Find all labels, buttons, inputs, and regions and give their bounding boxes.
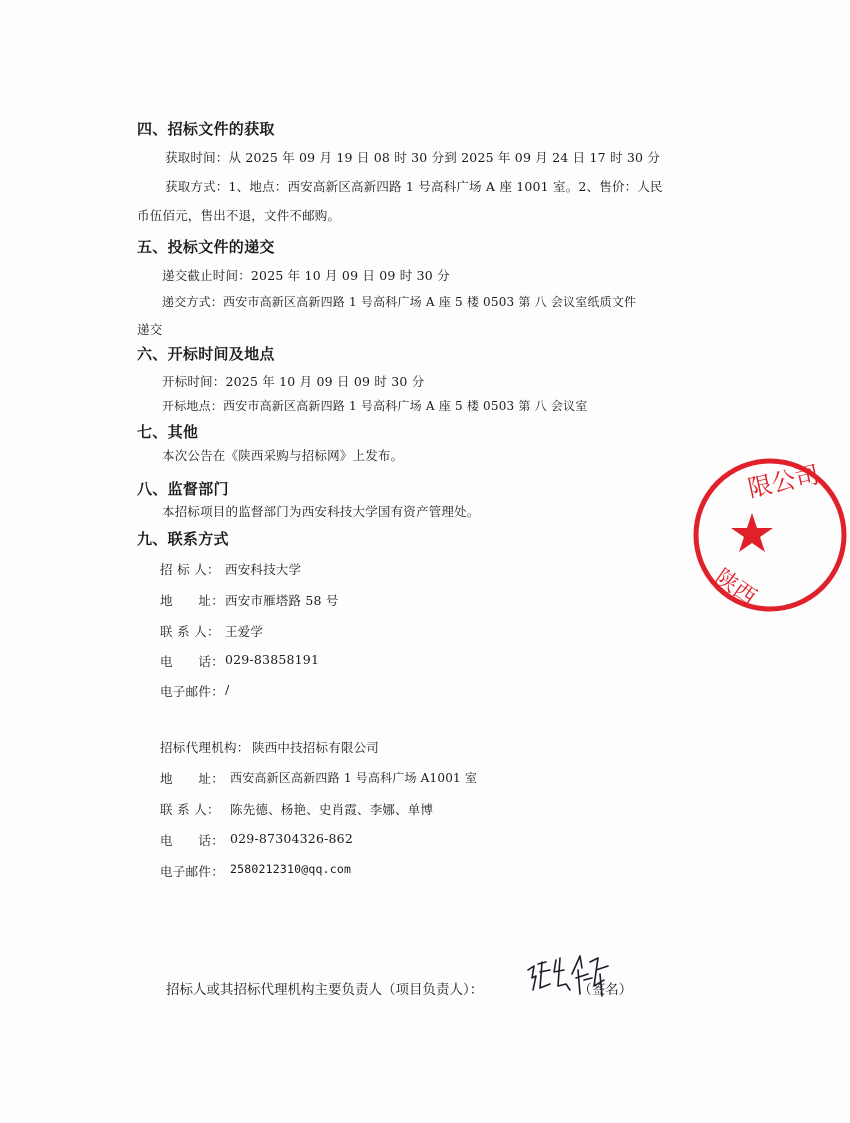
agency-address-value: 西安高新区高新四路 1 号高科广场 A1001 室 <box>230 771 478 785</box>
svg-text:限公司: 限公司 <box>745 460 822 503</box>
agency-email-label: 电子邮件： <box>160 864 225 879</box>
agency-phone-value: 029-87304326-862 <box>230 831 353 846</box>
section-4-line-3: 币伍佰元，售出不退，文件不邮购。 <box>137 208 341 223</box>
handwritten-signature <box>520 950 615 1005</box>
section-4-heading: 四、招标文件的获取 <box>137 120 275 138</box>
section-5-line-3: 递交 <box>137 322 163 337</box>
tenderer-value: 西安科技大学 <box>225 562 302 577</box>
section-4-line-2: 获取方式：1、地点：西安高新区高新四路 1 号高科广场 A 座 1001 室。2、售价：人民 <box>165 179 663 194</box>
section-8-line-1: 本招标项目的监督部门为西安科技大学国有资产管理处。 <box>162 504 480 519</box>
agency-address-label: 地 址： <box>160 771 225 786</box>
svg-text:陕西: 陕西 <box>710 564 761 611</box>
company-seal <box>690 455 850 615</box>
tenderer-phone-value: 029-83858191 <box>225 652 320 667</box>
section-6-line-1: 开标时间：2025 年 10 月 09 日 09 时 30 分 <box>162 374 425 389</box>
tenderer-phone-label: 电 话： <box>160 654 225 669</box>
tenderer-label: 招 标 人： <box>160 562 220 577</box>
tenderer-contact-label: 联 系 人： <box>160 624 220 639</box>
tenderer-address-label: 地 址： <box>160 593 225 608</box>
tenderer-email-label: 电子邮件： <box>160 684 225 699</box>
signature-line-text: 招标人或其招标代理机构主要负责人（项目负责人）： <box>166 982 484 998</box>
section-5-line-1: 递交截止时间：2025 年 10 月 09 日 09 时 30 分 <box>162 268 450 283</box>
agency-value: 陕西中技招标有限公司 <box>252 740 380 755</box>
agency-label: 招标代理机构： <box>160 740 250 755</box>
section-7-heading: 七、其他 <box>137 423 199 441</box>
section-5-heading: 五、投标文件的递交 <box>137 238 275 256</box>
section-7-line-1: 本次公告在《陕西采购与招标网》上发布。 <box>162 448 404 463</box>
agency-contact-label: 联 系 人： <box>160 802 220 817</box>
agency-phone-label: 电 话： <box>160 833 225 848</box>
tenderer-email-value: / <box>225 682 230 697</box>
section-9-heading: 九、联系方式 <box>137 530 229 548</box>
section-6-line-2: 开标地点：西安市高新区高新四路 1 号高科广场 A 座 5 楼 0503 第 八 会议室 <box>162 399 588 413</box>
section-4-line-1: 获取时间：从 2025 年 09 月 19 日 08 时 30 分到 2025 年 09 月 24 日 17 时 30 分 <box>165 150 661 165</box>
agency-contact-value: 陈先德、杨艳、史肖霞、李娜、单博 <box>230 802 434 817</box>
tenderer-contact-value: 王爱学 <box>225 624 264 639</box>
signature-line-suffix: （签名） <box>578 982 633 998</box>
section-6-heading: 六、开标时间及地点 <box>137 345 275 363</box>
section-8-heading: 八、监督部门 <box>137 480 229 498</box>
tenderer-address-value: 西安市雁塔路 58 号 <box>225 593 339 608</box>
section-5-line-2: 递交方式：西安市高新区高新四路 1 号高科广场 A 座 5 楼 0503 第 八 会议室纸质文件 <box>162 295 637 309</box>
agency-email-value: 2580212310@qq.com <box>230 862 352 876</box>
